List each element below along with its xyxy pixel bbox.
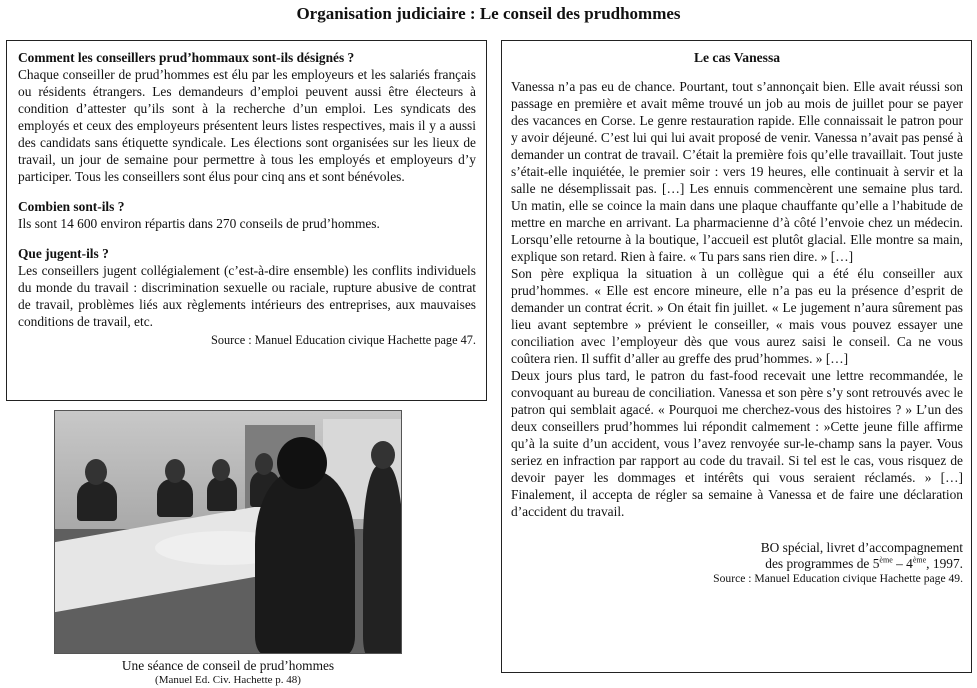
question-judge: Que jugent-ils ? <box>18 246 109 261</box>
photo-caption-source: (Manuel Ed. Civ. Hachette p. 48) <box>155 674 301 686</box>
answer-count: Ils sont 14 600 environ répartis dans 270 conseils de prud’hommes. <box>18 216 380 231</box>
page-title: Organisation judiciaire : Le conseil des prudhommes <box>296 4 681 23</box>
question-designation: Comment les conseillers prud’hommaux sont-ils désignés ? <box>18 50 355 65</box>
question-count: Combien sont-ils ? <box>18 199 125 214</box>
case-box-right <box>501 40 972 673</box>
right-source: Source : Manuel Education civique Hachette page 49. <box>713 572 963 585</box>
answer-judge: Les conseillers jugent collégialement (c’est-à-dire ensemble) les conflits individuels du monde du travail : discrimination sexuelle ou raciale, rupture abusive de contrat de travail, problèmes liés aux règlements intérieurs des entreprises, aux mauvaises conditions de travail, etc. <box>18 263 476 329</box>
bo-reference <box>511 540 963 572</box>
case-paragraph-3: Deux jours plus tard, le patron du fast-food recevait une lettre recommandée, le convoquant au bureau de conciliation. Vanessa et son père s’y sont retrouvés avec le patron qui semblait agacé. « Pourquoi me cherchez-vous des histoires ? » L’un des deux conseillers prud’hommes lui répondit calmement : »Cette jeune fille affirme qu’à la suite d’un accident, vous l’avez renvoyée sur-le-champ sans la payer. Vous seriez en infraction par rapport au code du travail. Si tel est le cas, vous risquez de devoir payer les dommages et intérêts qui vous seraient réclamés. » […] Finalement, il accepta de régler sa semaine à Vanessa et de faire une déclaration d’accident du travail. <box>511 368 963 519</box>
photo-caption-text: Une séance de conseil de prud’hommes <box>121 658 335 673</box>
bo-line-1: BO spécial, livret d’accompagnement <box>760 540 963 555</box>
council-photo <box>54 410 402 654</box>
photo-caption <box>54 658 402 688</box>
answer-designation: Chaque conseiller de prud’hommes est élu par les employeurs et les salariés français ou résidents étrangers. Les demandeurs d’emploi peuvent aussi être électeurs à condition d’attester qu’ils sont à la recherche d’un emploi. Les syndicats des employés et ceux des employeurs présentent leurs listes respectives, mais il y a aussi des candidats sans étiquette syndicale. Les élections sont organisées sur les lieux de travail, un jour de semaine pour permettre à tous les employés et employeurs d’y participer. Tous les conseillers sont élus pour cinq ans et sont bénévoles. <box>18 67 476 184</box>
case-paragraph-2: Son père expliqua la situation à un collègue qui a été élu conseiller aux prud’hommes. « Elle est encore mineure, elle n’a pas eu la présence d’esprit de demander un contrat écrit. » On était fin juillet. « Le jugement n’aura sûrement pas lieu avant septembre » prévient le conseiller, « mais vous pouvez essayer une conciliation avec l’employeur dès que vous aurez saisi le conseil. Ca ne vous coûtera rien. Il suffit d’aller au greffe des prud’hommes. » […] <box>511 266 963 366</box>
info-box-left <box>6 40 487 401</box>
case-title: Le cas Vanessa <box>693 50 781 65</box>
bo-line-2: des programmes de 5ème – 4ème, 1997. <box>765 555 963 571</box>
left-source: Source : Manuel Education civique Hachette page 47. <box>211 333 476 347</box>
case-paragraph-1: Vanessa n’a pas eu de chance. Pourtant, tout s’annonçait bien. Elle avait réussi son passage en première et avait même trouvé un job au mois de juillet pour se payer des vacances en Corse. Le genre restauration rapide. Elle connaissait le patron pour y avoir déjeuné. C’est lui qui lui avait proposé de venir. Vanessa n’avait pas pensé à demander un contrat de travail. C’était la première fois qu’elle travaillait. Tout juste s’était-elle inquiétée, le premier soir : vers 19 heures, elle continuait à servir et la salle ne désemplissait pas. […] Les ennuis commencèrent une semaine plus tard. Un matin, elle se coince la main dans une plaque chauffante qu’elle a l’habitude de mettre en marche en arrivant. La pharmacienne d’à côté l’envoie chez un médecin. Lorsqu’elle retourne à la boutique, l’accueil est plutôt glacial. Elle montre sa main, explique son retard. Rien à faire. « Tu pars sans rien dire. » […] <box>511 79 963 264</box>
